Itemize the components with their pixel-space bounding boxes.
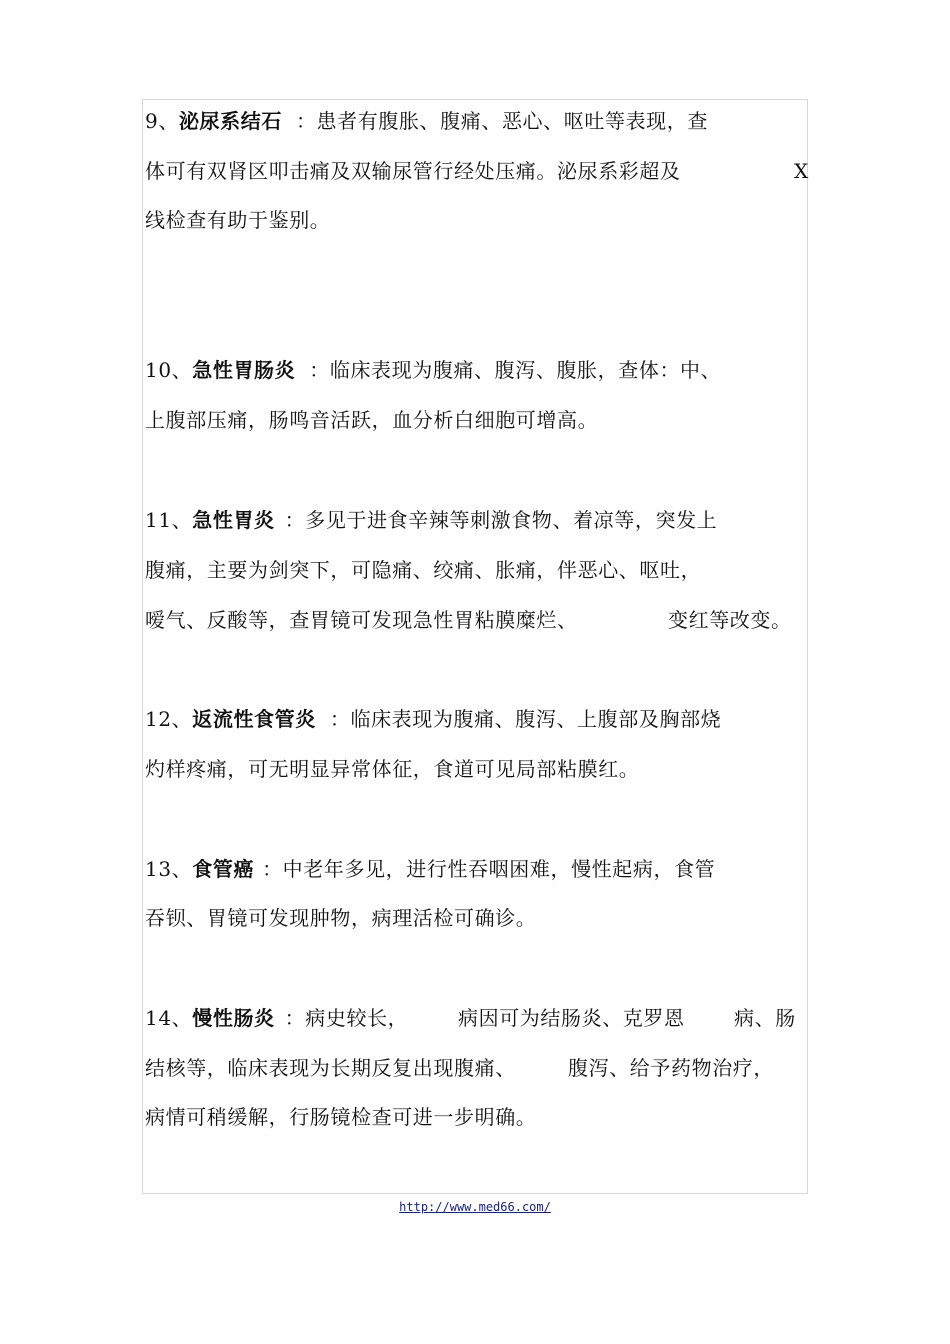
item-12-line-1 (145, 706, 721, 732)
item-text: 病情可稍缓解，行肠镜检查可进一步明确。 (145, 1105, 537, 1129)
item-14-line-1 (145, 1005, 408, 1031)
footer-link[interactable]: http://www.med66.com/ (399, 1200, 551, 1214)
item-10-line-2 (145, 407, 598, 433)
item-text: 变红等改变。 (668, 608, 792, 632)
item-text: 多见于进食辛辣等刺激食物、着凉等，突发上 (305, 508, 718, 532)
item-number: 12、 (145, 707, 193, 731)
item-text: 病因可为结肠炎、克罗恩 (458, 1006, 685, 1030)
item-11-line-3-tail (668, 607, 792, 633)
item-separator: ： (262, 857, 283, 881)
item-number: 11、 (145, 508, 193, 532)
item-separator: ： (309, 358, 330, 382)
item-text: 吞钡、胃镜可发现肿物，病理活检可确诊。 (145, 906, 537, 930)
item-text: 临床表现为腹痛、腹泻、腹胀，查体：中、 (329, 358, 722, 382)
item-number: 10、 (145, 358, 193, 382)
item-text: 上腹部压痛，肠鸣音活跃，血分析白细胞可增高。 (145, 408, 599, 432)
item-number: 9、 (145, 109, 179, 133)
item-text: 体可有双肾区叩击痛及双输尿管行经处压痛。泌尿系彩超及 (145, 159, 681, 183)
item-separator: ： (329, 707, 351, 731)
page-footer (0, 1200, 950, 1214)
item-separator: ： (284, 508, 306, 532)
item-title: 急性胃炎 (192, 508, 275, 532)
item-text: 嗳气、反酸等，查胃镜可发现急性胃粘膜糜烂、 (145, 608, 578, 632)
item-title: 急性胃肠炎 (192, 358, 296, 382)
item-14-line-2 (145, 1055, 516, 1081)
item-14-line-2-tail (568, 1055, 774, 1081)
item-9-line-1 (145, 108, 708, 134)
item-text: 结核等，临床表现为长期反复出现腹痛、 (145, 1056, 516, 1080)
item-text: 中老年多见，进行性吞咽困难，慢性起病，食管 (282, 857, 716, 881)
item-9-line-2-tail (794, 158, 809, 184)
item-14-line-1-tail (734, 1005, 796, 1031)
item-11-line-1 (145, 507, 717, 533)
item-text: 线检查有助于鉴别。 (145, 208, 331, 232)
item-text: 病史较长， (305, 1006, 409, 1030)
item-title: 返流性食管炎 (192, 707, 316, 731)
item-9-line-3 (145, 207, 330, 233)
item-13-line-2 (145, 905, 536, 931)
item-number: 14、 (145, 1006, 193, 1030)
item-number: 13、 (145, 857, 193, 881)
item-11-line-3 (145, 607, 578, 633)
item-text: 病、肠 (734, 1006, 796, 1030)
item-title: 泌尿系结石 (178, 109, 282, 133)
item-text: 灼样疼痛，可无明显异常体征，食道可见局部粘膜红。 (145, 757, 640, 781)
item-separator: ： (284, 1006, 306, 1030)
item-14-line-3 (145, 1104, 536, 1130)
item-12-line-2 (145, 756, 639, 782)
item-9-line-2 (145, 158, 681, 184)
item-text: 腹痛，主要为剑突下，可隐痛、绞痛、胀痛，伴恶心、呕吐， (145, 558, 702, 582)
item-title: 食管癌 (192, 857, 255, 881)
item-text: 腹泻、给予药物治疗， (568, 1056, 774, 1080)
item-title: 慢性肠炎 (192, 1006, 275, 1030)
item-text: 患者有腹胀、腹痛、恶心、呕吐等表现，查 (316, 109, 708, 133)
item-separator: ： (295, 109, 317, 133)
item-text: X (794, 159, 809, 183)
item-11-line-2 (145, 557, 701, 583)
item-13-line-1 (145, 856, 715, 882)
item-text: 临床表现为腹痛、腹泻、上腹部及胸部烧 (350, 707, 722, 731)
item-10-line-1 (145, 357, 721, 383)
item-14-line-1-mid (458, 1005, 685, 1031)
